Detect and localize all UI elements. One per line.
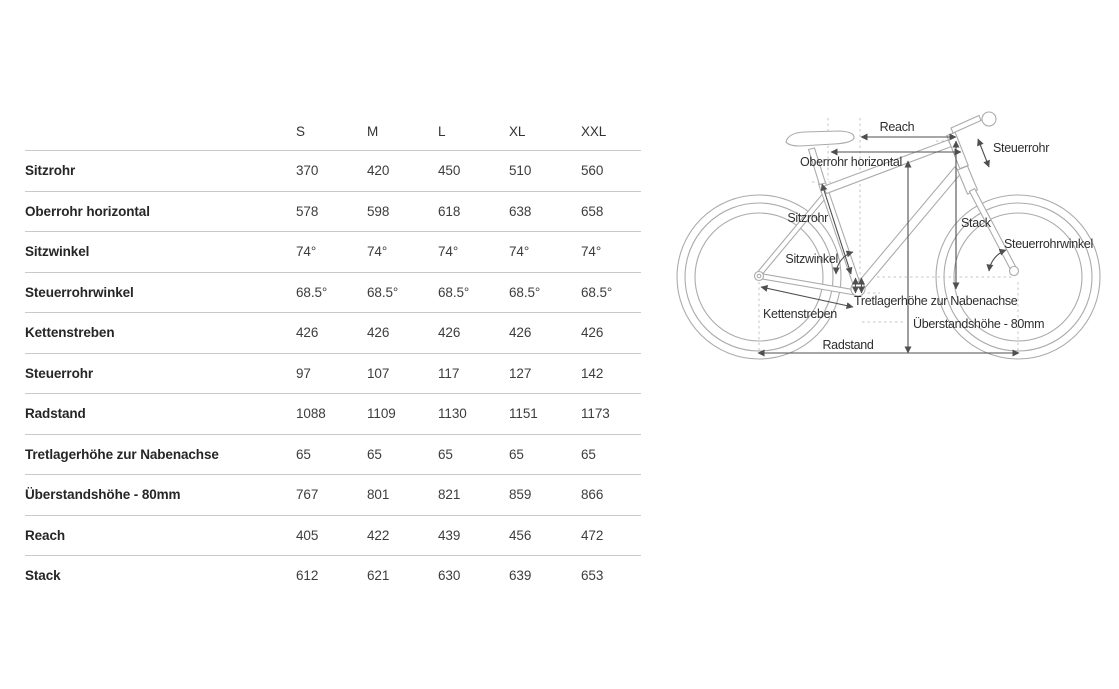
row-value: 1088 [296, 406, 326, 422]
table-row [25, 516, 641, 557]
row-value: 68.5° [581, 284, 613, 300]
row-value: 65 [581, 446, 596, 462]
diagram-label-steuerrohrwinkel: Steuerrohrwinkel [1004, 237, 1093, 251]
row-value: 426 [509, 325, 532, 341]
rear-dropout [755, 272, 764, 281]
row-label: Radstand [25, 406, 86, 422]
row-value: 560 [581, 163, 604, 179]
row-value: 1109 [367, 406, 396, 422]
row-label: Reach [25, 527, 66, 543]
row-label: Steuerrohr [25, 365, 94, 381]
row-value: 801 [367, 487, 390, 503]
row-value: 65 [296, 446, 311, 462]
row-value: 866 [581, 487, 604, 503]
row-label: Steuerrohrwinkel [25, 284, 134, 300]
table-row [25, 556, 641, 596]
row-value: 74° [438, 244, 459, 260]
size-header-xl: XL [509, 124, 526, 139]
table-row [25, 435, 641, 476]
diagram-label-radstand: Radstand [822, 338, 874, 352]
row-value: 859 [509, 487, 532, 503]
row-label: Sitzwinkel [25, 244, 90, 260]
row-value: 472 [581, 527, 604, 543]
diagram-label-oberrohr: Oberrohr horizontal [800, 155, 902, 169]
row-value: 68.5° [296, 284, 328, 300]
row-value: 653 [581, 568, 604, 584]
steuerrohr-dimension [978, 139, 989, 167]
geometry-table [25, 113, 641, 596]
table-row [25, 394, 641, 435]
row-value: 74° [367, 244, 388, 260]
row-value: 456 [509, 527, 532, 543]
row-value: 74° [509, 244, 530, 260]
row-label: Oberrohr horizontal [25, 203, 150, 219]
diagram-label-ueberstand: Überstandshöhe - 80mm [913, 317, 1045, 331]
row-value: 74° [296, 244, 317, 260]
head-tube [947, 132, 968, 168]
row-value: 639 [509, 568, 532, 584]
size-header-l: L [438, 124, 446, 139]
row-value: 422 [367, 527, 390, 543]
table-row [25, 151, 641, 192]
stem [951, 116, 981, 134]
table-row [25, 313, 641, 354]
row-value: 638 [509, 203, 532, 219]
row-value: 117 [438, 365, 460, 381]
saddle [786, 131, 854, 146]
row-value: 65 [438, 446, 453, 462]
row-value: 97 [296, 365, 311, 381]
diagram-label-sitzwinkel: Sitzwinkel [785, 252, 838, 266]
table-row [25, 354, 641, 395]
table-row [25, 273, 641, 314]
row-label: Tretlagerhöhe zur Nabenachse [25, 446, 219, 462]
chainstay-tube [760, 274, 859, 296]
row-value: 142 [581, 365, 604, 381]
diagram-label-kettenstreben: Kettenstreben [763, 307, 837, 321]
row-value: 426 [581, 325, 604, 341]
table-row [25, 475, 641, 516]
row-label: Überstandshöhe - 80mm [25, 487, 181, 503]
row-value: 612 [296, 568, 319, 584]
row-value: 65 [367, 446, 382, 462]
row-value: 405 [296, 527, 319, 543]
row-value: 1151 [509, 406, 538, 422]
diagram-label-sitzrohr: Sitzrohr [787, 211, 828, 225]
row-value: 68.5° [509, 284, 541, 300]
row-value: 370 [296, 163, 319, 179]
diagram-label-reach: Reach [879, 120, 915, 134]
row-value: 107 [367, 365, 390, 381]
row-value: 68.5° [367, 284, 399, 300]
row-value: 578 [296, 203, 319, 219]
row-value: 767 [296, 487, 319, 503]
row-value: 821 [438, 487, 461, 503]
row-label: Kettenstreben [25, 325, 115, 341]
diagram-label-steuerrohr: Steuerrohr [993, 141, 1050, 155]
row-value: 510 [509, 163, 532, 179]
row-value: 420 [367, 163, 390, 179]
bike-geometry-diagram [660, 90, 1119, 380]
row-value: 658 [581, 203, 604, 219]
size-header-m: M [367, 124, 379, 139]
row-label: Stack [25, 568, 61, 584]
row-value: 621 [367, 568, 390, 584]
row-value: 426 [367, 325, 390, 341]
size-header-s: S [296, 124, 305, 139]
row-value: 598 [367, 203, 390, 219]
row-value: 439 [438, 527, 461, 543]
row-value: 68.5° [438, 284, 470, 300]
row-value: 450 [438, 163, 461, 179]
bike-frame [755, 112, 1019, 296]
table-row [25, 192, 641, 233]
row-value: 618 [438, 203, 461, 219]
row-value: 1173 [581, 406, 610, 422]
row-value: 127 [509, 365, 532, 381]
diagram-label-stack: Stack [961, 216, 991, 230]
table-header-row [25, 113, 641, 151]
row-value: 426 [296, 325, 319, 341]
row-value: 65 [509, 446, 524, 462]
diagram-label-tretlager: Tretlagerhöhe zur Nabenachse [854, 294, 1018, 308]
row-value: 630 [438, 568, 461, 584]
row-value: 426 [438, 325, 461, 341]
seat-tube [819, 182, 862, 289]
row-value: 74° [581, 244, 602, 260]
front-dropout [1010, 267, 1019, 276]
row-value: 1130 [438, 406, 467, 422]
handlebar-grip [982, 112, 996, 126]
size-header-xxl: XXL [581, 124, 607, 139]
row-label: Sitzrohr [25, 163, 76, 179]
table-row [25, 232, 641, 273]
